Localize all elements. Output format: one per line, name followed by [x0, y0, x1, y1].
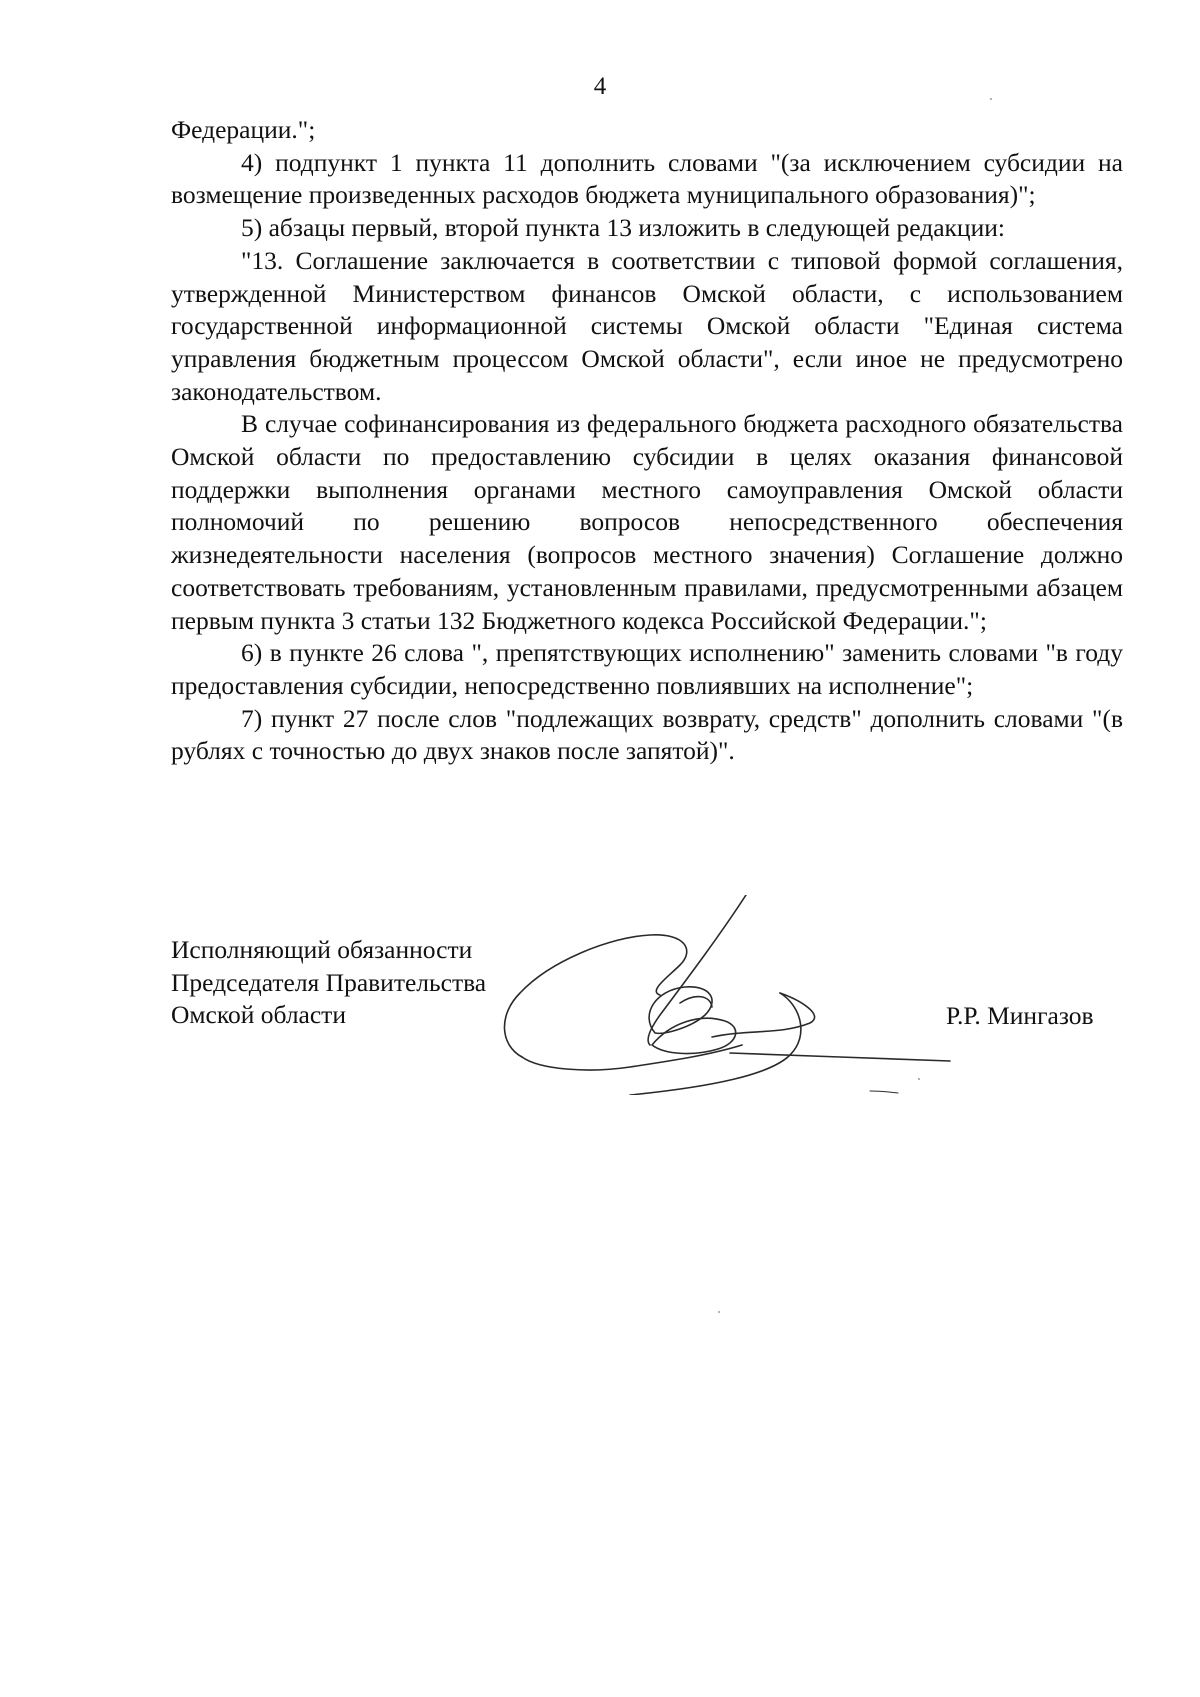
signatory-position	[171, 934, 486, 1032]
paragraph-item-5: 5) абзацы первый, второй пункта 13 изложить в следующей редакции:	[241, 213, 1005, 243]
signer-name: Р.Р. Мингазов	[946, 1001, 1094, 1030]
paragraph-cofinancing: В случае софинансирования из федерального бюджета расходного обязательства Омской области по предоставлению субсидии в целях оказания финансовой поддержки выполнения органами местного самоуправления Омской области полномочий по решению вопросов непосредственного обеспечения жизнедеятельности населения (вопросов местного значения) Соглашение должно соответствовать требованиям, установленным правилами, предусмотренными абзацем первым пункта 3 статьи 132 Бюджетного кодекса Российской Федерации.";	[171, 409, 1123, 635]
position-line-2: Председателя Правительства	[171, 967, 487, 997]
document-body	[171, 114, 1123, 768]
scan-speck	[990, 98, 992, 100]
paragraph-item-6: 6) в пункте 26 слова ", препятствующих исполнению" заменить словами "в году предоставления субсидии, непосредственно повлиявших на исполнение";	[171, 638, 1123, 700]
paragraph-item-7: 7) пункт 27 после слов "подлежащих возврату, средств" дополнить словами "(в рублях с точностью до двух знаков после запятой)".	[171, 703, 1123, 766]
page-number: 4	[593, 73, 607, 100]
position-line-3: Омской области	[171, 1000, 346, 1030]
position-line-1: Исполняющий обязанности	[171, 935, 473, 964]
paragraph-continuation: Федерации.";	[171, 115, 316, 144]
paragraph-item-4: 4) подпункт 1 пункта 11 дополнить словами "(за исключением субсидии на возмещение произведенных расходов бюджета муниципального образования)";	[171, 147, 1123, 210]
handwritten-signature	[480, 895, 960, 1095]
paragraph-clause-13: "13. Соглашение заключается в соответствии с типовой формой соглашения, утвержденной Министерством финансов Омской области, с использованием государственной информационной системы Омской области "Единая система управления бюджетным процессом Омской области", если иное не предусмотрено законодательством.	[171, 245, 1123, 406]
scan-speck	[718, 1311, 720, 1313]
scan-speck	[918, 1078, 920, 1080]
